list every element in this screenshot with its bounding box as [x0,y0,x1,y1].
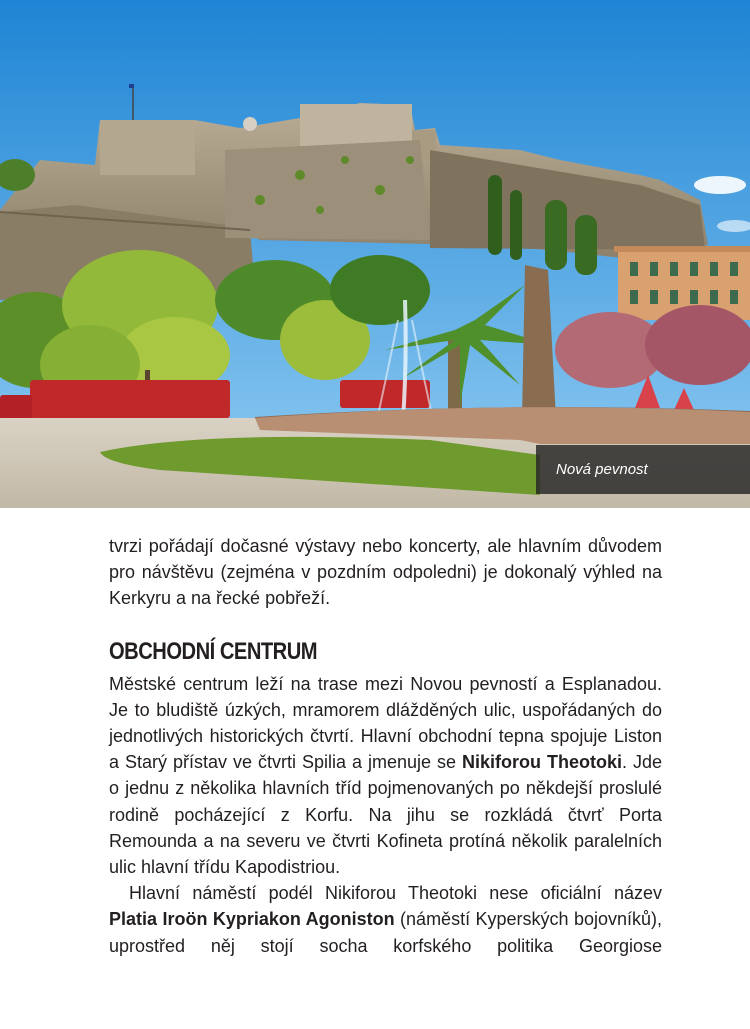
street-name-bold: Nikiforou Theotoki [462,752,622,773]
paragraph-1-text-a: Městské centrum leží na trase mezi Novou pevností a Esplanadou. Je to bludiště úzkých, mramorem dlážděných ulic, uspořádaných do jednotlivých historických čtvrtí. Hlavní obchodní tepna spojuje Liston a Starý přístav ve čtvrti Spilia a jmenuje se [109,673,662,773]
article-body [109,533,662,959]
paragraph-2-text-b: (náměstí Kyperských bojovníků), uprostřed něj stojí socha korfského politika Georgiose [109,909,662,956]
square-name-bold: Platia Iroön Kypriakon Agoniston [109,909,395,930]
fortress-illustration [0,0,750,508]
intro-paragraph: tvrzi pořádají dočasné výstavy nebo koncerty, ale hlavním důvodem pro návštěvu (zejména v pozdním odpoledni) je dokonalý výhled na Kerkyru a na řecké pobřeží. [109,536,662,609]
hero-photo [0,0,750,508]
paragraph-2 [109,880,662,959]
paragraph-2-text-a: Hlavní náměstí podél Nikiforou Theotoki nese oficiální název [129,883,662,904]
paragraph-1 [109,671,662,881]
paragraph-1-text-b: . Jde o jednu z několika hlavních tříd pojmenovaných po někdejší proslulé rodině pocházející z Korfu. Na jihu se rozkládá čtvrť Porta Remounda a na severu ve čtvrti Kofineta protíná několik paralelních ulic hlavní třídu Kapodistriou. [109,752,662,878]
section-heading: OBCHODNÍ CENTRUM [109,637,318,665]
photo-caption: Nová pevnost [536,445,750,494]
